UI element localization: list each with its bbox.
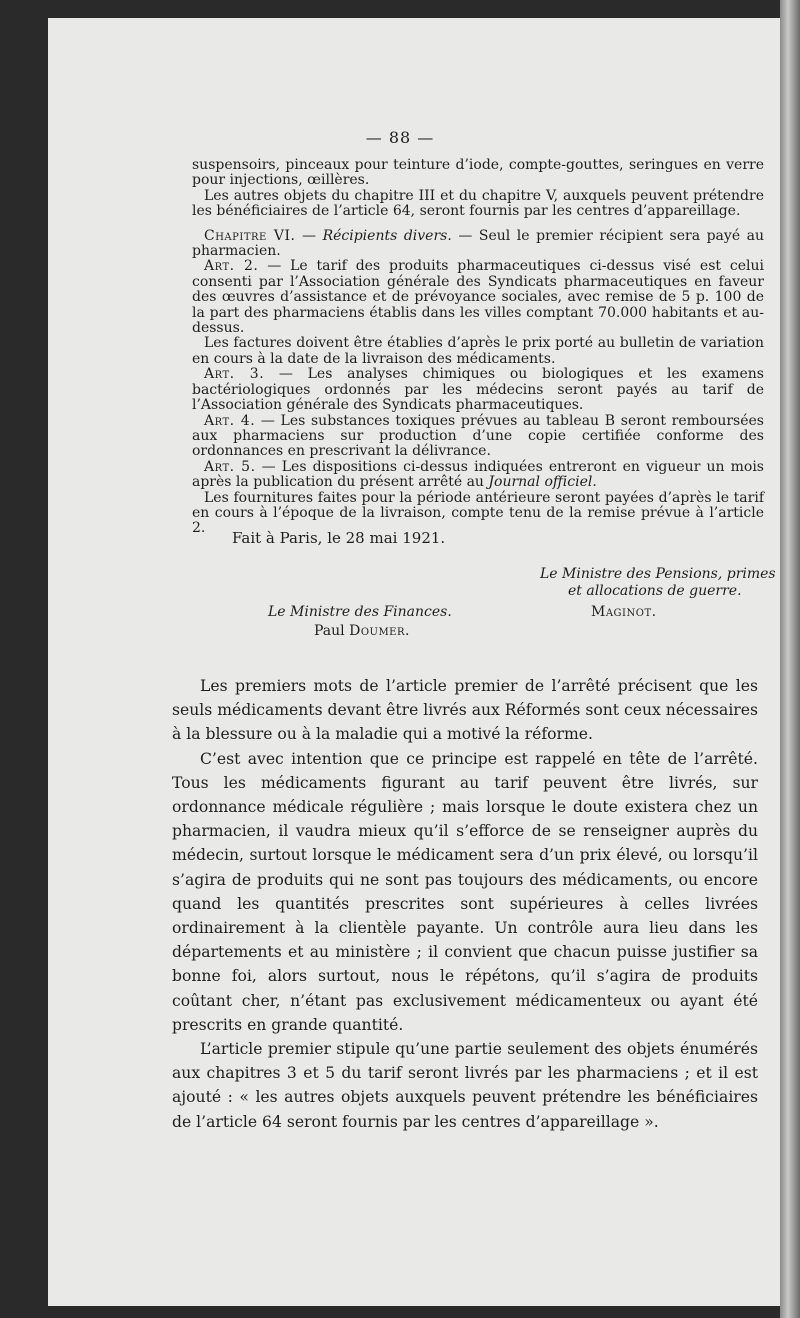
article-5-label: Art. 5.: [204, 458, 256, 475]
commentary-text: [172, 674, 758, 1134]
finances-minister-name: [314, 623, 410, 639]
article-3: [192, 367, 764, 413]
finances-first-name: Paul: [314, 623, 350, 639]
date-line: Fait à Paris, le 28 mai 1921.: [232, 529, 446, 547]
commentary-paragraph-3: L’article premier stipule qu’une partie seulement des objets énumérés aux chapitres 3 et 5 du tarif seront livrés par les pharmaciens ; et il est ajouté : « les autres objets auxquels peuvent prétendre les bénéficiaires de l’article 64 seront fournis par les centres d’appareillage ».: [172, 1040, 758, 1131]
decree-paragraph-1: suspensoirs, pinceaux pour teinture d’iode, compte-gouttes, seringues en verre pour injections, œillères.: [192, 157, 764, 189]
article-4: [192, 414, 764, 460]
article-5-text: — Les dispositions ci-dessus indiquées entreront en vigueur un mois après la publication du présent arrêté au: [192, 458, 764, 491]
decree-text: [192, 158, 764, 537]
pensions-minister-name: Maginot.: [591, 604, 657, 620]
journal-officiel: Journal officiel.: [488, 474, 597, 491]
article-5: [192, 460, 764, 491]
page-edge: [780, 0, 800, 1318]
commentary-paragraph-2: C’est avec intention que ce principe est rappelé en tête de l’arrêté. Tous les médicaments figurant au tarif peuvent être livrés, sur ordonnance médicale régulière ; mais lorsque le doute existera chez un pharmacien, il vaudra mieux qu’il s’efforce de se renseigner auprès du médecin, surtout lorsque le médicament sera d’un prix élevé, ou lorsqu’il s’agira de produits qui ne sont pas toujours des médicaments, ou encore quand les quantités prescrites sont supérieures à celles livrées ordinairement à la clientèle payante. Un contrôle aura lieu dans les départements et au ministère ; il convient que chacun puisse justifier sa bonne foi, alors surtout, nous le répétons, qu’il s’agira de produits coûtant cher, n’étant pas exclusivement médicamenteux ou ayant été prescrits en grande quantité.: [172, 749, 758, 1034]
article-4-text: — Les substances toxiques prévues au tableau B seront remboursées aux pharmaciens sur production d’une copie certifiée conforme des ordonnances en prescrivant la délivrance.: [192, 412, 764, 460]
pensions-title-1-text: Le Ministre des Pensions, primes: [540, 566, 776, 582]
chapter-6-text: — Seul le premier récipient sera payé au pharmacien.: [192, 227, 765, 260]
page-number: — 88 —: [365, 128, 435, 147]
pensions-minister-title-2: [568, 583, 742, 599]
article-3-text: — Les analyses chimiques ou biologiques et les examens bactériologiques ordonnés par les médecins seront payés au tarif de l’Association générale des Syndicats pharmaceutiques.: [192, 366, 764, 414]
pensions-title-2-text: et allocations de guerre.: [568, 583, 742, 599]
article-2-label: Art. 2.: [204, 258, 259, 275]
chapter-6-label: Chapitre VI.: [204, 227, 296, 244]
finances-last-name: Doumer.: [349, 623, 410, 639]
article-3-label: Art. 3.: [204, 366, 265, 383]
pensions-minister-title-1: [540, 566, 776, 582]
finances-title-text: Le Ministre des Finances.: [268, 604, 452, 620]
fournitures-paragraph: Les fournitures faites pour la période antérieure seront payées d’après le tarif en cours à l’époque de la livraison, compte tenu de la remise prévue à l’article 2.: [192, 489, 764, 537]
commentary-paragraph-1: Les premiers mots de l’article premier de l’arrêté précisent que les seuls médicaments devant être livrés aux Réformés sont ceux nécessaires à la blessure ou à la maladie qui a motivé la réforme.: [172, 677, 758, 744]
decree-paragraph-2: Les autres objets du chapitre III et du chapitre V, auxquels peuvent prétendre les bénéficiaires de l’article 64, seront fournis par les centres d’appareillage.: [192, 187, 764, 220]
chapter-6-paragraph: [192, 229, 764, 260]
article-2: [192, 259, 764, 336]
factures-paragraph: Les factures doivent être établies d’après le prix porté au bulletin de variation en cours à la date de la livraison des médicaments.: [192, 335, 764, 367]
finances-minister-title: [268, 604, 452, 620]
chapter-6-separator: —: [295, 227, 323, 244]
article-2-text: — Le tarif des produits pharmaceutiques ci-dessus visé est celui consenti par l’Association générale des Syndicats pharmaceutiques en faveur des œuvres d’assistance et de prévoyance sociales, avec remise de 5 p. 100 de la part des pharmaciens établis dans les villes comptant 70.000 habitants et au-dessus.: [192, 258, 764, 337]
article-4-label: Art. 4.: [204, 412, 256, 429]
chapter-6-title: Récipients divers.: [322, 227, 452, 244]
